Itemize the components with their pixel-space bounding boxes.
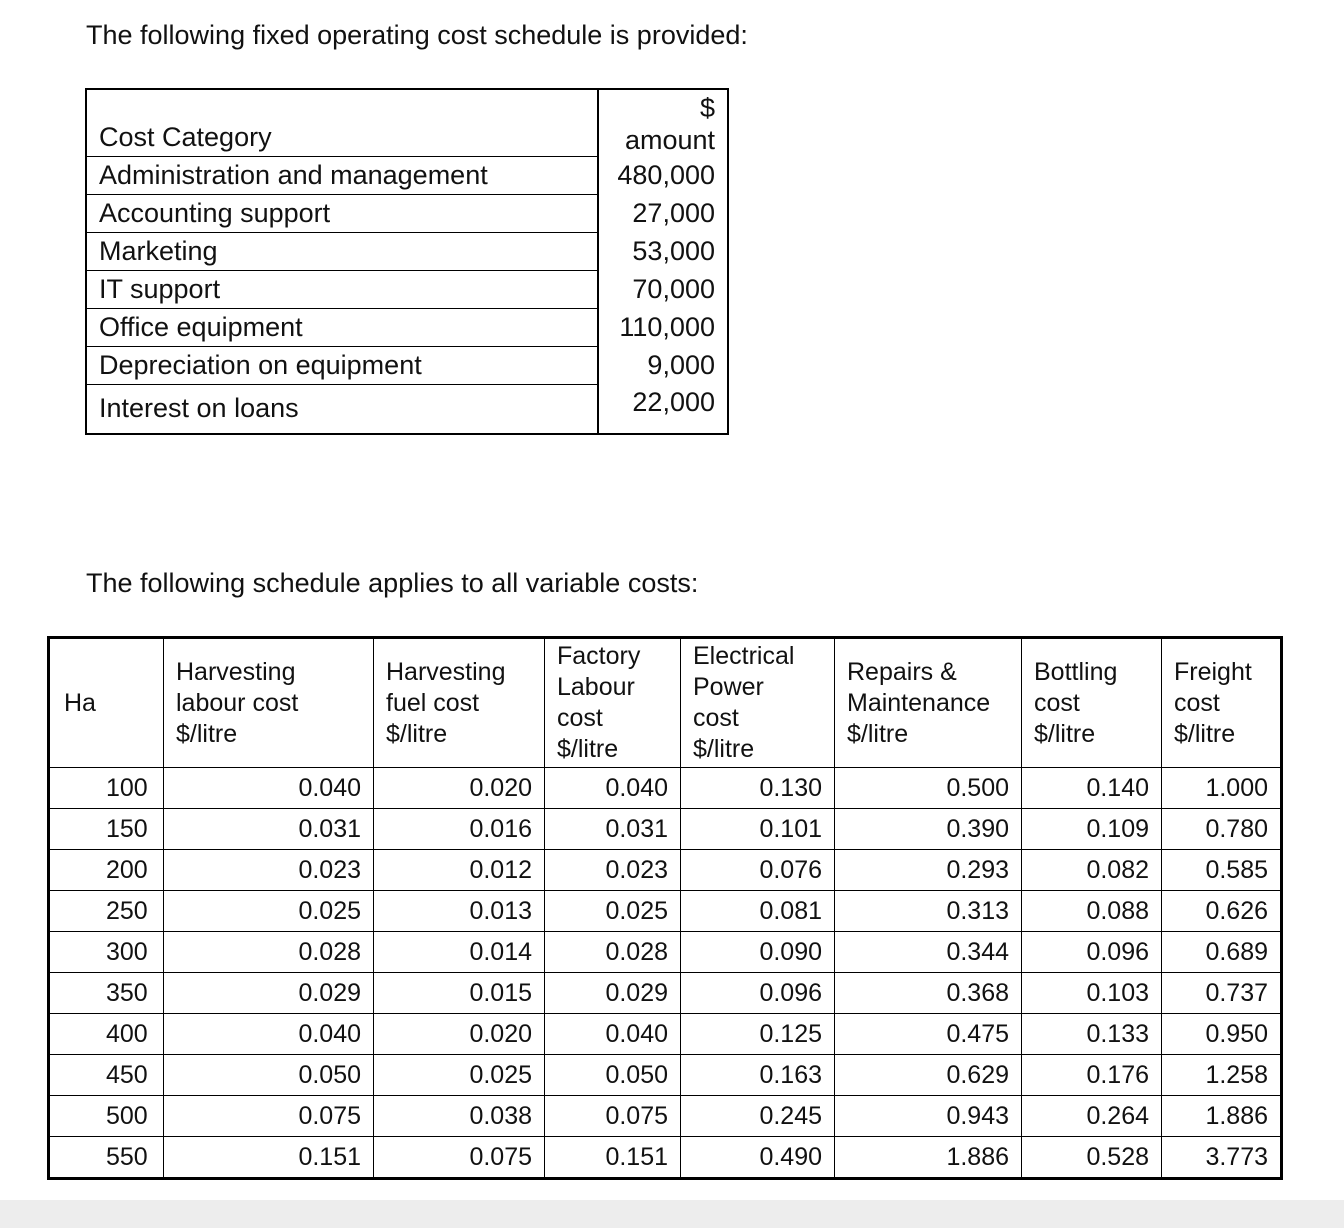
column-header-line: $/litre: [1034, 719, 1096, 748]
hectares-cell: 550: [49, 1137, 164, 1179]
column-header: [545, 638, 681, 768]
cost-amount: 110,000: [619, 311, 715, 342]
cost-cell: 0.245: [681, 1096, 835, 1137]
column-header-line: $/litre: [176, 719, 238, 748]
cost-cell: 0.016: [374, 809, 545, 850]
cost-cell: 0.368: [835, 973, 1022, 1014]
fixed-cost-row: [86, 308, 728, 346]
cost-cell: 0.050: [164, 1055, 374, 1096]
table-row: [49, 1096, 1282, 1137]
hectares-cell: 400: [49, 1014, 164, 1055]
table-row: [49, 768, 1282, 809]
fixed-cost-row: [86, 384, 728, 434]
cost-cell: 0.023: [545, 850, 681, 891]
cost-cell: 0.109: [1022, 809, 1162, 850]
cost-cell: 0.012: [374, 850, 545, 891]
cost-cell: 0.088: [1022, 891, 1162, 932]
cost-cell: 0.585: [1162, 850, 1282, 891]
column-header-line: Freight: [1174, 657, 1252, 686]
cost-cell: 0.264: [1022, 1096, 1162, 1137]
header-dollar-symbol: $: [699, 93, 715, 123]
column-header: [374, 638, 545, 768]
cost-category: Depreciation on equipment: [86, 346, 598, 384]
cost-cell: 0.050: [545, 1055, 681, 1096]
cost-amount: 480,000: [617, 159, 715, 190]
column-header-line: Maintenance: [847, 688, 991, 717]
column-header-line: Electrical: [693, 642, 795, 670]
column-header: [1162, 638, 1282, 768]
column-header-line: $/litre: [1174, 719, 1236, 748]
column-header-line: cost: [1034, 688, 1080, 717]
fixed-cost-row: [86, 156, 728, 194]
column-header-line: Labour: [557, 673, 635, 701]
cost-cell: 0.133: [1022, 1014, 1162, 1055]
cost-cell: 0.096: [681, 973, 835, 1014]
cost-cell: 0.151: [164, 1137, 374, 1179]
column-header-line: $/litre: [693, 735, 755, 763]
hectares-cell: 250: [49, 891, 164, 932]
cost-cell: 0.023: [164, 850, 374, 891]
cost-amount: 9,000: [647, 349, 715, 380]
column-header-line: Power: [693, 673, 764, 701]
cost-cell: 0.780: [1162, 809, 1282, 850]
table-row: [49, 891, 1282, 932]
cost-cell: 0.500: [835, 768, 1022, 809]
column-header-line: $/litre: [386, 719, 448, 748]
fixed-cost-table: [85, 88, 729, 435]
cost-category: Administration and management: [86, 156, 598, 194]
cost-category: Office equipment: [86, 308, 598, 346]
column-header-line: Harvesting: [176, 657, 296, 686]
cost-cell: 0.025: [374, 1055, 545, 1096]
cost-cell: 0.075: [545, 1096, 681, 1137]
table-row: [49, 932, 1282, 973]
cost-cell: 0.031: [164, 809, 374, 850]
cost-category: Interest on loans: [86, 384, 598, 434]
header-cost-category: Cost Category: [86, 89, 598, 156]
cost-cell: 0.075: [374, 1137, 545, 1179]
hectares-cell: 200: [49, 850, 164, 891]
cost-cell: 0.081: [681, 891, 835, 932]
cost-cell: 0.626: [1162, 891, 1282, 932]
cost-cell: 1.258: [1162, 1055, 1282, 1096]
hectares-cell: 100: [49, 768, 164, 809]
cost-cell: 0.528: [1022, 1137, 1162, 1179]
cost-cell: 0.015: [374, 973, 545, 1014]
column-header-line: Harvesting: [386, 657, 506, 686]
cost-cell: 0.020: [374, 1014, 545, 1055]
column-header: [681, 638, 835, 768]
column-header: [1022, 638, 1162, 768]
cost-cell: 0.040: [164, 768, 374, 809]
cost-cell: 0.031: [545, 809, 681, 850]
column-header: [164, 638, 374, 768]
cost-cell: 0.130: [681, 768, 835, 809]
cost-cell: 1.000: [1162, 768, 1282, 809]
fixed-header-row: [86, 89, 728, 156]
cost-cell: 0.176: [1022, 1055, 1162, 1096]
table-row: [49, 1014, 1282, 1055]
column-header-line: $/litre: [847, 719, 909, 748]
fixed-cost-row: [86, 346, 728, 384]
table-row: [49, 809, 1282, 850]
header-amount-label: amount: [624, 125, 715, 155]
cost-amount: 27,000: [632, 197, 715, 228]
cost-cell: 0.075: [164, 1096, 374, 1137]
hectares-cell: 300: [49, 932, 164, 973]
cost-cell: 0.140: [1022, 768, 1162, 809]
cost-amount: 70,000: [632, 273, 715, 304]
cost-cell: 0.737: [1162, 973, 1282, 1014]
cost-cell: 0.029: [164, 973, 374, 1014]
page-bottom-edge: [0, 1200, 1344, 1228]
column-header-line: Factory: [557, 642, 641, 670]
hectares-cell: 350: [49, 973, 164, 1014]
cost-cell: 0.103: [1022, 973, 1162, 1014]
table-row: [49, 850, 1282, 891]
variable-cost-table: [47, 636, 1283, 1180]
cost-cell: 0.029: [545, 973, 681, 1014]
column-header: [49, 638, 164, 768]
cost-cell: 0.475: [835, 1014, 1022, 1055]
column-header-line: $/litre: [557, 735, 619, 763]
cost-cell: 0.082: [1022, 850, 1162, 891]
cost-cell: 0.076: [681, 850, 835, 891]
cost-cell: 0.490: [681, 1137, 835, 1179]
fixed-cost-row: [86, 232, 728, 270]
cost-cell: 0.689: [1162, 932, 1282, 973]
column-header: [835, 638, 1022, 768]
cost-cell: 0.025: [164, 891, 374, 932]
cost-cell: 0.028: [545, 932, 681, 973]
variable-header-row: [49, 638, 1282, 768]
column-header-line: Bottling: [1034, 657, 1118, 686]
cost-cell: 0.040: [545, 768, 681, 809]
fixed-cost-row: [86, 194, 728, 232]
table-row: [49, 1055, 1282, 1096]
cost-cell: 0.950: [1162, 1014, 1282, 1055]
cost-cell: 0.125: [681, 1014, 835, 1055]
cost-cell: 0.313: [835, 891, 1022, 932]
cost-amount: 53,000: [632, 235, 715, 266]
column-header-line: labour cost: [176, 688, 299, 717]
cost-cell: 0.040: [545, 1014, 681, 1055]
column-header-line: cost: [557, 704, 603, 732]
column-header-line: fuel cost: [386, 688, 480, 717]
cost-cell: 0.344: [835, 932, 1022, 973]
cost-category: IT support: [86, 270, 598, 308]
hectares-cell: 450: [49, 1055, 164, 1096]
header-amount: [598, 89, 728, 156]
cost-cell: 0.038: [374, 1096, 545, 1137]
fixed-cost-row: [86, 270, 728, 308]
variable-cost-intro: The following schedule applies to all variable costs:: [86, 568, 699, 598]
cost-cell: 0.101: [681, 809, 835, 850]
cost-cell: 0.096: [1022, 932, 1162, 973]
hectares-cell: 500: [49, 1096, 164, 1137]
column-header-line: Repairs &: [847, 657, 957, 686]
cost-cell: 1.886: [1162, 1096, 1282, 1137]
cost-cell: 3.773: [1205, 1142, 1268, 1171]
fixed-cost-intro: The following fixed operating cost schedule is provided:: [86, 20, 748, 50]
column-header-line: cost: [1174, 688, 1220, 717]
cost-cell: 0.020: [374, 768, 545, 809]
cost-cell: 0.293: [835, 850, 1022, 891]
cost-cell: 0.943: [835, 1096, 1022, 1137]
column-header-line: Ha: [64, 688, 96, 717]
cost-cell: 1.886: [835, 1137, 1022, 1179]
table-row: [49, 1137, 1282, 1179]
cost-category: Marketing: [86, 232, 598, 270]
hectares-cell: 150: [49, 809, 164, 850]
cost-category: Accounting support: [86, 194, 598, 232]
cost-cell: 0.151: [545, 1137, 681, 1179]
cost-cell: 0.025: [545, 891, 681, 932]
table-row: [49, 973, 1282, 1014]
cost-cell: 0.390: [835, 809, 1022, 850]
cost-cell: 0.090: [681, 932, 835, 973]
cost-cell: 0.163: [681, 1055, 835, 1096]
cost-cell: 0.014: [374, 932, 545, 973]
column-header-line: cost: [693, 704, 739, 732]
cost-amount: 22,000: [632, 387, 715, 417]
cost-cell: 0.013: [374, 891, 545, 932]
cost-cell: 0.040: [164, 1014, 374, 1055]
cost-cell: 0.028: [164, 932, 374, 973]
cost-cell: 0.629: [835, 1055, 1022, 1096]
